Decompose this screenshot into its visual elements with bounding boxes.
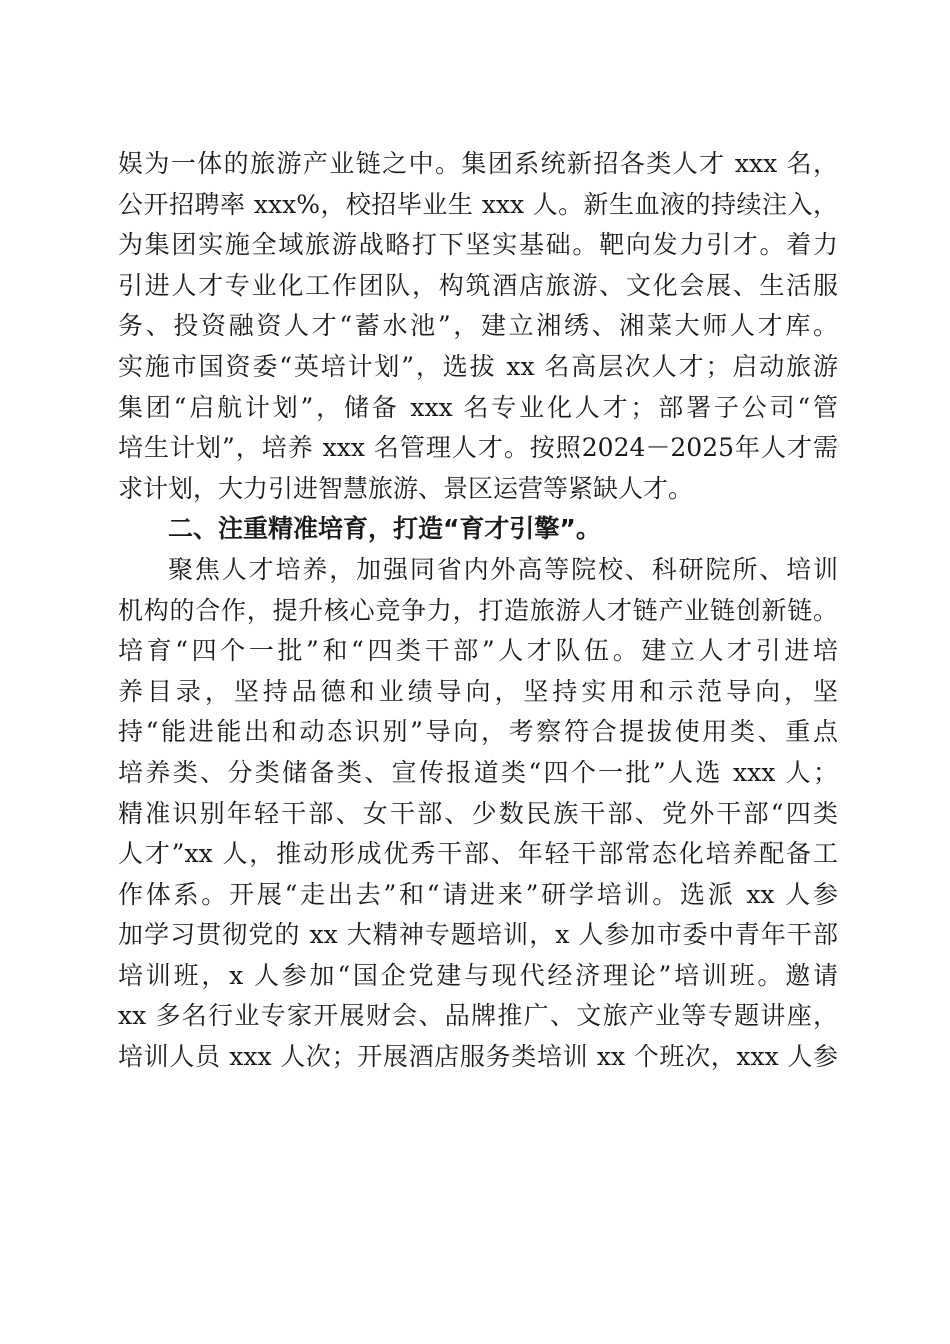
- text-line: 集团“启航计划”，储备 xxx 名专业化人才；部署子公司“管: [118, 392, 838, 422]
- text-line: 公开招聘率 xxx%，校招毕业生 xxx 人。新生血液的持续注入，: [118, 189, 838, 219]
- text-line: 养目录，坚持品德和业绩导向，坚持实用和示范导向，坚: [118, 676, 838, 706]
- body-text: [118, 144, 838, 1078]
- section-heading: 二、注重精准培育，打造“育才引擎”。: [168, 514, 601, 544]
- text-line: 务、投资融资人才“蓄水池”，建立湘绣、湘菜大师人才库。: [118, 311, 838, 341]
- text-line: 培训班，x 人参加“国企党建与现代经济理论”培训班。邀请: [118, 960, 838, 990]
- text-line: 培训人员 xxx 人次；开展酒店服务类培训 xx 个班次，xxx 人参: [118, 1042, 838, 1072]
- text-line: 持“能进能出和动态识别”导向，考察符合提拔使用类、重点: [118, 717, 838, 747]
- text-line: 求计划，大力引进智慧旅游、景区运营等紧缺人才。: [118, 473, 694, 503]
- text-line: 实施市国资委“英培计划”，选拔 xx 名高层次人才；启动旅游: [118, 351, 838, 381]
- text-line: 作体系。开展“走出去”和“请进来”研学培训。选派 xx 人参: [118, 879, 838, 909]
- text-line: 为集团实施全域旅游战略打下坚实基础。靶向发力引才。着力: [118, 230, 838, 260]
- text-line: 加学习贯彻党的 xx 大精神专题培训，x 人参加市委中青年干部: [118, 920, 838, 950]
- text-line: 精准识别年轻干部、女干部、少数民族干部、党外干部“四类: [118, 798, 838, 828]
- text-line: 培生计划”，培养 xxx 名管理人才。按照2024－2025年人才需: [118, 433, 838, 463]
- text-line: xx 多名行业专家开展财会、品牌推广、文旅产业等专题讲座，: [118, 1001, 838, 1031]
- text-line: 人才”xx 人，推动形成优秀干部、年轻干部常态化培养配备工: [118, 839, 838, 869]
- text-line: 培育“四个一批”和“四类干部”人才队伍。建立人才引进培: [118, 636, 838, 666]
- text-line: 培养类、分类储备类、宣传报道类“四个一批”人选 xxx 人；: [118, 757, 838, 787]
- text-line: 引进人才专业化工作团队，构筑酒店旅游、文化会展、生活服: [118, 270, 838, 300]
- text-line: 娱为一体的旅游产业链之中。集团系统新招各类人才 xxx 名，: [118, 149, 838, 178]
- text-line: 聚焦人才培养，加强同省内外高等院校、科研院所、培训: [168, 554, 838, 584]
- text-line: 机构的合作，提升核心竞争力，打造旅游人才链产业链创新链。: [118, 595, 838, 625]
